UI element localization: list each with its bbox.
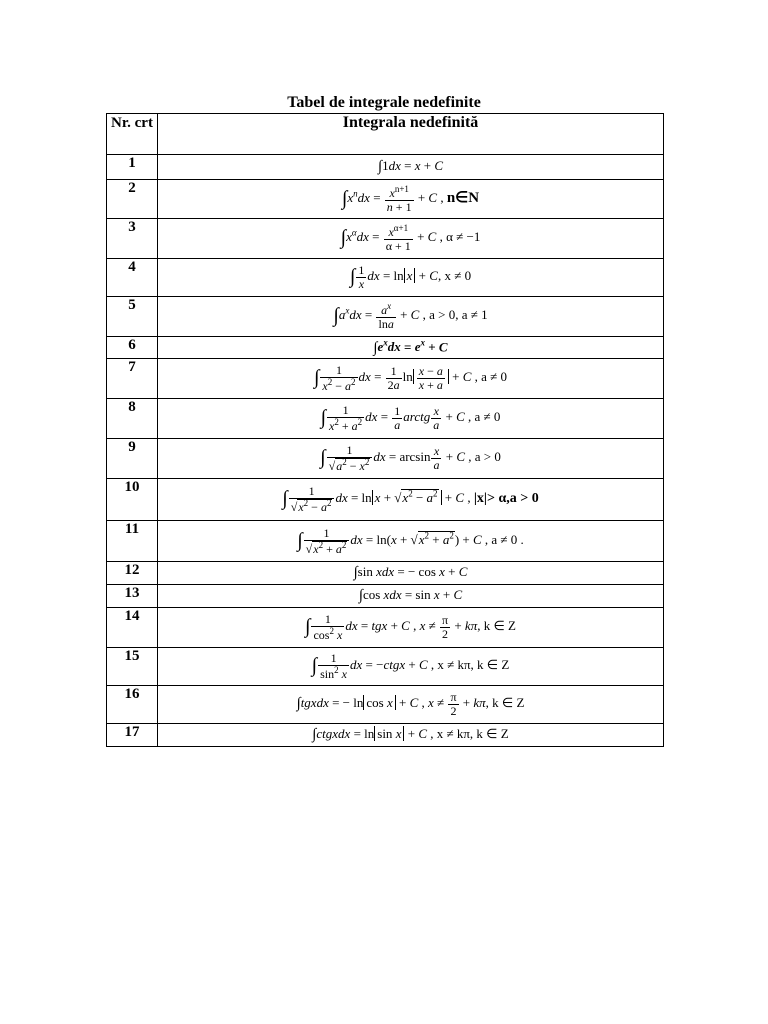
table-row [107, 337, 664, 359]
condition: a ≠ 0 [481, 369, 508, 385]
table-row [107, 439, 664, 479]
row-number: 4 [107, 259, 158, 297]
row-number: 11 [107, 521, 158, 562]
condition: x ≠ kπ, k ∈ Z [437, 657, 510, 673]
table-row [107, 724, 664, 747]
row-number: 16 [107, 686, 158, 724]
table-row [107, 219, 664, 259]
condition: x ≠ kπ, k ∈ Z [436, 726, 509, 742]
integral-formula: ∫ $\frac{1}{√x^2 + a^2}$ dx = $\ln(x + √x^2 + a^2) + C$ , a ≠ 0 . [158, 521, 664, 562]
header-row [107, 114, 664, 155]
table-row [107, 297, 664, 337]
row-number: 9 [107, 439, 158, 479]
integral-formula: ∫ $\frac{1}{x^2 + a^2}$ dx = $\frac{1}{a}$ arctg $\frac{x}{a}$ + C , a ≠ 0 [158, 399, 664, 439]
row-number: 12 [107, 562, 158, 585]
integral-formula: ∫ $\frac{1}{\sin^2 x}$ dx = −ctgx + C , x ≠ kπ, k ∈ Z [158, 648, 664, 686]
row-number: 3 [107, 219, 158, 259]
condition: |x|> α,a > 0 [473, 491, 539, 507]
row-number: 13 [107, 585, 158, 608]
row-number: 17 [107, 724, 158, 747]
condition: x ≠ 0 [444, 268, 472, 284]
table-row [107, 155, 664, 180]
table-row [107, 399, 664, 439]
integral-formula: ∫tgxdx = − ln cos x + C , x ≠ $\frac{\pi}{2}$ + kπ, k ∈ Z [158, 686, 664, 724]
row-number: 15 [107, 648, 158, 686]
row-number: 1 [107, 155, 158, 180]
integral-formula: ∫ $\frac{1}{√x^2 - a^2}$ dx = $\ln x + √x^2 - a^2 + C$ , |x|> α,a > 0 [158, 479, 664, 521]
table-row [107, 585, 664, 608]
integral-formula: $\int x^ndx$ = $\frac{x^{n+1}}{n + 1}$ + C , n∈N [158, 180, 664, 219]
row-number: 6 [107, 337, 158, 359]
condition: α ≠ −1 [446, 229, 481, 245]
row-number: 2 [107, 180, 158, 219]
table-row [107, 562, 664, 585]
table-row [107, 479, 664, 521]
row-number: 14 [107, 608, 158, 648]
table-row [107, 259, 664, 297]
integrals-table [106, 113, 664, 747]
condition: a > 0 [474, 449, 501, 465]
header-integral: Integrala nedefinită [158, 114, 664, 155]
table-row [107, 686, 664, 724]
integral-formula: ∫ $\frac{1}{√a^2 - x^2}$ dx = arcsin $\frac{x}{a}$ + C , a > 0 [158, 439, 664, 479]
row-number: 10 [107, 479, 158, 521]
integral-formula: ∫1dx = x + C [158, 155, 664, 180]
table-row [107, 608, 664, 648]
integral-formula: ∫ $\frac{1}{\cos^2 x}$ dx = tgx + C , x ≠ $\frac{\pi}{2}$ + kπ, k ∈ Z [158, 608, 664, 648]
integral-formula: ∫sin xdx = − cos x + C [158, 562, 664, 585]
header-nr: Nr. crt [107, 114, 158, 155]
table-row [107, 180, 664, 219]
condition: k ∈ Z [492, 695, 525, 711]
integral-formula: ∫ctgxdx = ln sin x + C , x ≠ kπ, k ∈ Z [158, 724, 664, 747]
integral-formula: $\int e^xdx = e^x + C$ [158, 337, 664, 359]
condition: n∈N [446, 189, 480, 206]
page-title: Tabel de integrale nedefinite [287, 94, 481, 111]
row-number: 8 [107, 399, 158, 439]
table-row [107, 359, 664, 399]
integral-formula: $\int a^xdx$ = $\frac{a^x}{\ln a}$ + C , a > 0, a ≠ 1 [158, 297, 664, 337]
table-row [107, 648, 664, 686]
table-row [107, 521, 664, 562]
condition: a ≠ 0 [474, 409, 501, 425]
integral-formula: ∫ $\frac{1}{x}$ dx = ln x + C, x ≠ 0 [158, 259, 664, 297]
condition: a > 0, a ≠ 1 [429, 307, 488, 323]
integral-formula: $\int x^\alpha dx$ = $\frac{x^{\alpha+1}}{\alpha + 1}$ + C , α ≠ −1 [158, 219, 664, 259]
row-number: 5 [107, 297, 158, 337]
condition: a ≠ 0 . [491, 531, 524, 547]
integral-formula: ∫ $\frac{1}{x^2 - a^2}$ dx = $\frac{1}{2a}$ ln $\frac{x - a}{x + a}$ + C , a ≠ 0 [158, 359, 664, 399]
condition: k ∈ Z [483, 618, 516, 634]
integral-formula: ∫cos xdx = sin x + C [158, 585, 664, 608]
row-number: 7 [107, 359, 158, 399]
